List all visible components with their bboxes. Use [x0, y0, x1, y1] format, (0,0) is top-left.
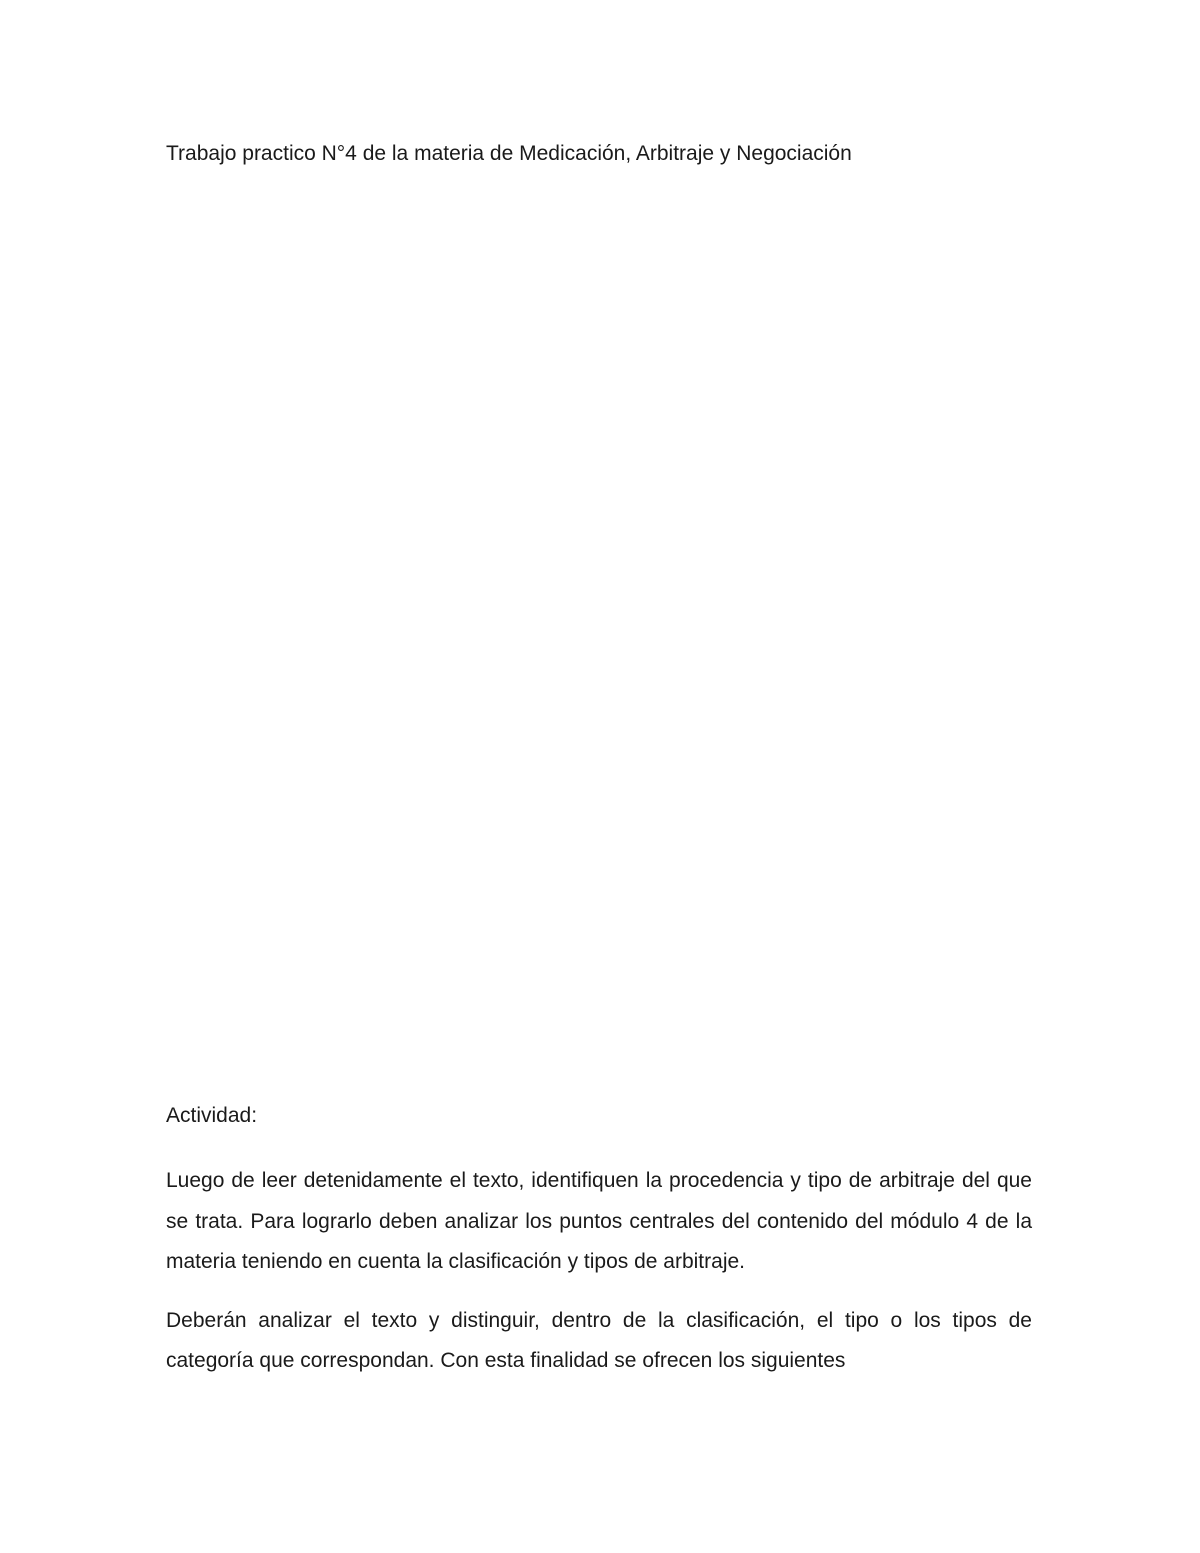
activity-section	[166, 1101, 1032, 1400]
activity-heading: Actividad:	[166, 1104, 258, 1127]
instruction-paragraph-1: Luego de leer detenidamente el texto, identifiquen la procedencia y tipo de arbitraje del que se trata. Para lograrlo deben analizar los puntos centrales del contenido del módulo 4 de la materia teniendo en cuenta la clasificación y tipos de arbitraje.	[166, 1169, 1032, 1273]
instruction-paragraph-2: Deberán analizar el texto y distinguir, dentro de la clasificación, el tipo o los tipos de categoría que correspondan. Con esta finalidad se ofrecen los siguientes	[166, 1308, 1032, 1372]
document-title: Trabajo practico N°4 de la materia de Medicación, Arbitraje y Negociación	[166, 142, 852, 165]
